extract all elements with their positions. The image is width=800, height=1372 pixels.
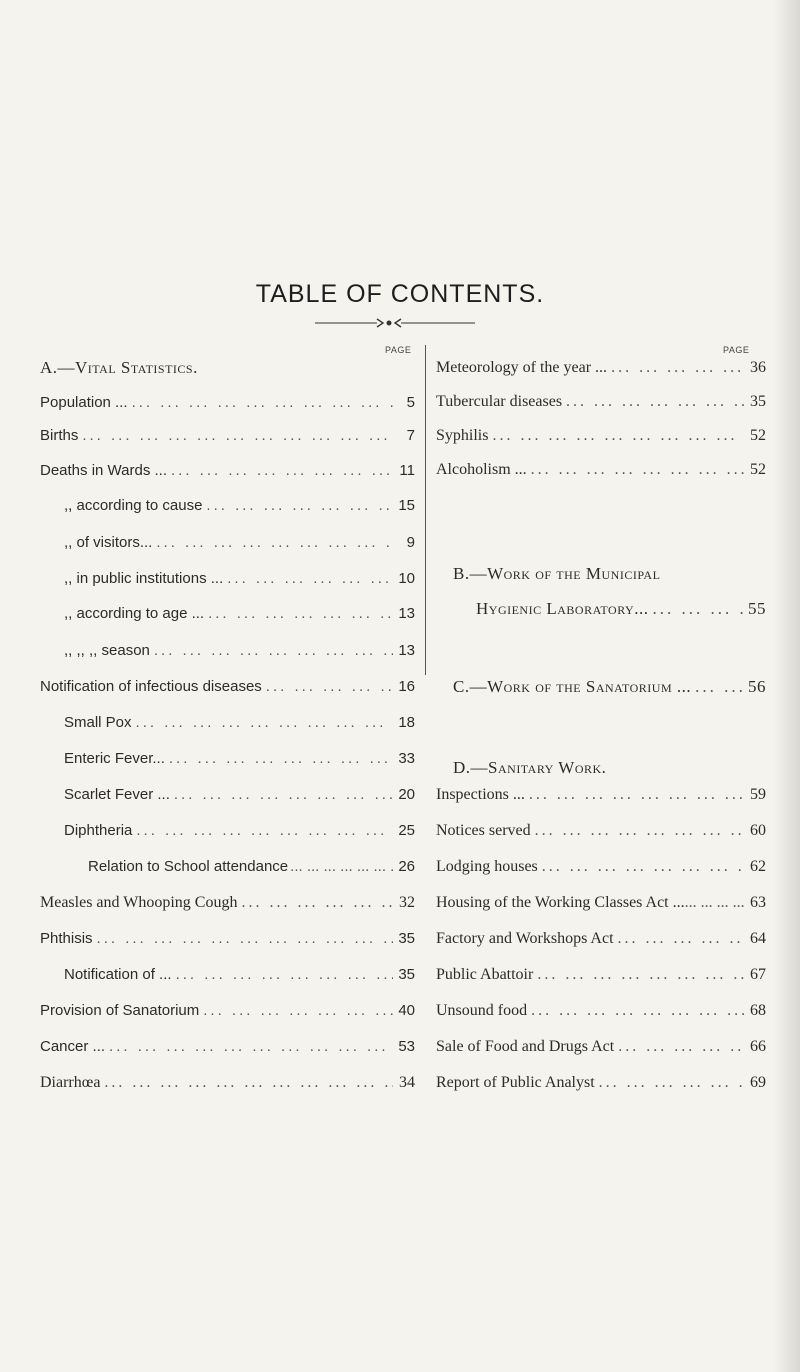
leader-dots [525, 784, 744, 806]
toc-entry[interactable] [436, 1072, 766, 1094]
toc-entry[interactable] [64, 640, 415, 662]
toc-entry-label: Report of Public Analyst [436, 1074, 595, 1091]
leader-dots [527, 1000, 744, 1022]
section-b-entry[interactable] [476, 598, 766, 620]
leader-dots [533, 964, 744, 986]
toc-entry-page: 34 [399, 1074, 415, 1091]
leader-dots [165, 748, 393, 770]
leader-dots [648, 598, 744, 620]
toc-entry[interactable] [436, 1000, 766, 1022]
toc-entry-label: ,, according to cause [64, 497, 203, 514]
section-b-label: Hygienic Laboratory... [476, 599, 649, 618]
toc-entry-page: 69 [750, 1074, 766, 1091]
toc-entry-page: 52 [750, 461, 766, 478]
toc-entry-label: Notification of ... [64, 966, 172, 983]
toc-entry-page: 10 [398, 570, 415, 587]
toc-entry-label: ,, in public institutions ... [64, 570, 224, 587]
toc-entry[interactable] [64, 495, 415, 517]
toc-entry[interactable] [40, 460, 415, 482]
section-c-label: C.—Work of the Sanatorium ... [453, 677, 692, 696]
leader-dots [152, 532, 393, 554]
toc-entry-label: Scarlet Fever ... [64, 786, 170, 803]
toc-entry-label: Inspections ... [436, 786, 525, 803]
page-edge-shadow [774, 0, 800, 1372]
toc-entry-page: 36 [750, 359, 766, 376]
leader-dots [527, 459, 744, 481]
toc-entry-label: Notices served [436, 822, 531, 839]
toc-entry-label: Alcoholism ... [436, 461, 527, 478]
toc-entry-page: 32 [399, 894, 415, 911]
leader-dots [237, 892, 393, 914]
toc-entry-label: Measles and Whooping Cough [40, 894, 238, 911]
toc-entry[interactable] [436, 820, 766, 842]
leader-dots [170, 784, 393, 806]
leader-dots [288, 856, 393, 878]
leader-dots [488, 425, 744, 447]
toc-entry-page: 59 [750, 786, 766, 803]
toc-entry-page: 9 [406, 534, 415, 551]
toc-entry[interactable] [64, 784, 415, 806]
toc-entry-label: ,, of visitors... [64, 534, 153, 551]
leader-dots [562, 391, 744, 413]
leader-dots [132, 820, 393, 842]
toc-entry-page: 13 [398, 642, 415, 659]
toc-entry[interactable] [436, 357, 766, 379]
toc-entry-page: 11 [399, 462, 415, 479]
toc-entry-page: 52 [750, 427, 766, 444]
section-c-page: 56 [748, 677, 766, 696]
leader-dots [691, 676, 744, 698]
toc-entry[interactable] [64, 568, 415, 590]
toc-entry[interactable] [88, 856, 415, 878]
page-title: TABLE OF CONTENTS. [255, 280, 545, 308]
toc-entry-label: Public Abattoir [436, 966, 534, 983]
toc-entry[interactable] [64, 748, 415, 770]
toc-entry[interactable] [40, 392, 415, 414]
toc-entry-label: Housing of the Working Classes Act ... [436, 894, 685, 911]
toc-entry-page: 60 [750, 822, 766, 839]
section-c-entry[interactable] [453, 676, 766, 698]
toc-entry-label: Unsound food [436, 1002, 528, 1019]
toc-entry-page: 66 [750, 1038, 766, 1055]
toc-entry-page: 13 [398, 605, 415, 622]
toc-entry[interactable] [436, 391, 766, 413]
toc-entry-page: 63 [750, 894, 766, 911]
leader-dots [105, 1036, 393, 1058]
toc-entry-label: Phthisis [40, 930, 93, 947]
toc-entry-page: 15 [398, 497, 415, 514]
toc-entry-page: 40 [398, 1002, 415, 1019]
toc-entry[interactable] [64, 532, 415, 554]
toc-entry-page: 16 [398, 678, 415, 695]
toc-entry[interactable] [40, 1072, 415, 1094]
toc-entry-page: 35 [750, 393, 766, 410]
toc-entry[interactable] [64, 712, 415, 734]
leader-dots [223, 568, 393, 590]
toc-entry[interactable] [40, 676, 415, 698]
leader-dots [262, 676, 393, 698]
toc-entry[interactable] [64, 603, 415, 625]
leader-dots [538, 856, 744, 878]
toc-entry-label: Population ... [40, 394, 128, 411]
toc-entry-page: 25 [398, 822, 415, 839]
toc-entry[interactable] [64, 820, 415, 842]
toc-entry[interactable] [40, 928, 415, 950]
toc-entry-page: 33 [398, 750, 415, 767]
toc-entry-label: Sale of Food and Drugs Act [436, 1038, 615, 1055]
toc-entry-label: Lodging houses [436, 858, 538, 875]
toc-entry-label: Factory and Workshops Act [436, 930, 614, 947]
toc-entry-page: 68 [750, 1002, 766, 1019]
toc-entry-label: Provision of Sanatorium [40, 1002, 200, 1019]
toc-entry-label: ,, ,, ,, season [64, 642, 150, 659]
right-page-header: PAGE [723, 345, 750, 355]
leader-dots [607, 357, 744, 379]
toc-entry-page: 35 [398, 966, 415, 983]
leader-dots [202, 495, 393, 517]
toc-entry[interactable] [436, 784, 766, 806]
toc-entry-label: Diphtheria [64, 822, 133, 839]
leader-dots [100, 1072, 393, 1094]
left-page-header: PAGE [385, 345, 412, 355]
leader-dots [614, 928, 744, 950]
toc-entry-page: 5 [406, 394, 415, 411]
toc-entry-label: Relation to School attendance [88, 858, 289, 875]
leader-dots [199, 1000, 393, 1022]
toc-entry-page: 53 [398, 1038, 415, 1055]
section-b-page: 55 [748, 599, 766, 618]
toc-entry-page: 67 [750, 966, 766, 983]
leader-dots [531, 820, 744, 842]
toc-entry[interactable] [436, 459, 766, 481]
toc-entry-page: 62 [750, 858, 766, 875]
leader-dots [614, 1036, 744, 1058]
toc-entry-page: 20 [398, 786, 415, 803]
section-b-heading: B.—Work of the Municipal [453, 564, 661, 583]
toc-entry-label: Cancer ... [40, 1038, 106, 1055]
toc-entry[interactable] [64, 964, 415, 986]
toc-entry[interactable] [436, 892, 766, 914]
toc-entry-page: 18 [398, 714, 415, 731]
toc-entry-page: 35 [398, 930, 415, 947]
leader-dots [172, 964, 393, 986]
toc-entry[interactable] [436, 964, 766, 986]
toc-entry-page: 64 [750, 930, 766, 947]
leader-dots [128, 392, 393, 414]
toc-entry-label: Small Pox [64, 714, 132, 731]
toc-entry[interactable] [40, 425, 415, 447]
toc-entry-label: Diarrhœa [40, 1074, 101, 1091]
toc-entry[interactable] [40, 1000, 415, 1022]
section-d-heading: D.—Sanitary Work. [453, 758, 607, 777]
leader-dots [78, 425, 393, 447]
toc-entry[interactable] [436, 425, 766, 447]
leader-dots [132, 712, 393, 734]
toc-entry-label: ,, according to age ... [64, 605, 205, 622]
toc-entry-page: 7 [406, 427, 415, 444]
toc-entry-label: Syphilis [436, 427, 489, 444]
toc-entry-label: Notification of infectious diseases [40, 678, 262, 695]
leader-dots [167, 460, 393, 482]
toc-entry-page: 26 [398, 858, 415, 875]
title-ornament [315, 316, 475, 330]
leader-dots [204, 603, 393, 625]
toc-entry[interactable] [436, 928, 766, 950]
toc-entry[interactable] [40, 892, 415, 914]
leader-dots [685, 892, 744, 914]
toc-entry-label: Births [40, 427, 79, 444]
toc-entry-label: Tubercular diseases [436, 393, 563, 410]
toc-entry-label: Meteorology of the year ... [436, 359, 608, 376]
leader-dots [93, 928, 393, 950]
toc-entry-label: Enteric Fever... [64, 750, 165, 767]
toc-entry[interactable] [436, 856, 766, 878]
toc-entry[interactable] [40, 1036, 415, 1058]
toc-entry[interactable] [436, 1036, 766, 1058]
leader-dots [595, 1072, 744, 1094]
leader-dots [150, 640, 393, 662]
section-a-heading: A.—Vital Statistics. [40, 358, 198, 377]
toc-entry-label: Deaths in Wards ... [40, 462, 167, 479]
column-divider [425, 345, 426, 675]
